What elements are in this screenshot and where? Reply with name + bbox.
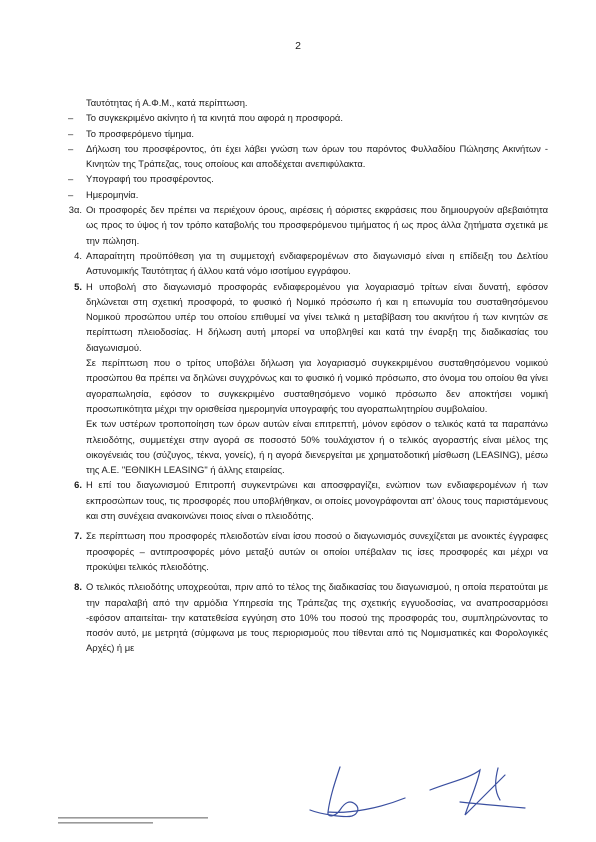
dash-item: – Υπογραφή του προσφέροντος. xyxy=(68,173,214,185)
dash-item: – Ημερομηνία. xyxy=(68,188,139,200)
item-number: 6. xyxy=(74,479,82,491)
item-paragraph: Εκ των υστέρων τροποποίηση των όρων αυτών είναι επιτρεπτή, μόνον εφόσον ο τελικός κατά τα παραπάνω πλειοδότης, συμμετέχει στην αγορά σε ποσοστό 50% τουλάχιστον ή ο τελικός αγοραστής είναι μέλος της οικογένειάς του (σύζυγος, τέκνα, γονείς), ή η αγορά διενεργείται με χρηματοδοτική μίσθωση (LEASING), μέσω της Α.Ε. "ΕΘΝΙΚΗ LEASING" ή άλλης εταιρείας. xyxy=(86,418,548,476)
numbered-item xyxy=(60,202,548,248)
item-paragraph: Σε περίπτωση που ο τρίτος υποβάλει δήλωση για λογαριασμό συγκεκριμένου συσταθησόμενου νομικού προσώπου θα πρέπει να δηλώνει συγχρόνως και το φυσικό ή νομικό πρόσωπο, στο όνομα του οποίου θα γίνει αγοραπωλησία, εφόσον το συγκεκριμένο συσταθησόμενο νομικό πρόσωπο δεν αποκτήσει νομική προσωπικότητα μέχρι την ορισθείσα ημερομηνία υπογραφής του αγοραπωλητηρίου συμβολαίου. xyxy=(86,357,548,414)
item-paragraph: Σε περίπτωση που προσφορές πλειοδοτών είναι ίσου ποσού ο διαγωνισμός συνεχίζεται με ανοικτές έγγραφες προσφορές – αντιπροσφορές μόνο μεταξύ αυτών οι οποίοι υπέβαλαν τις ίσες προσφορές και μέχρι να προκύψει τελικός πλειοδότης. xyxy=(86,530,548,572)
page-number: 2 xyxy=(295,40,301,52)
footer-fine-print xyxy=(58,815,258,829)
dash-list xyxy=(60,110,548,202)
dash-item: – Το προσφερόμενο τίμημα. xyxy=(68,127,195,139)
item-paragraph: Η υποβολή στο διαγωνισμό προσφοράς ενδιαφερομένου για λογαριασμό τρίτων είναι δυνατή, εφόσον δηλώνεται στη σχετική προσφορά, το φυσικό ή Νομικό πρόσωπο ή και η επωνυμία του συσταθησόμενου Νομικού προσώπου υπέρ του οποίου επιθυμεί να γίνει τελικά η μεταβίβαση του ακινήτου ή των κινητών σε περίπτωση πλειοδοσίας. Η δήλωση αυτή μπορεί να υποβληθεί και κατά την έναρξη της διαδικασίας του διαγωνισμού. xyxy=(86,280,548,353)
item-paragraph: Ο τελικός πλειοδότης υποχρεούται, πριν από το τέλος της διαδικασίας του διαγωνισμού, η οποία περατούται με την παραλαβή από την αρμόδια Υπηρεσία της Τράπεζας της σχετικής εγγυοδοσίας, να αναπροσαρμόσει -εφόσον απαιτείται- την κατατεθείσα εγγύηση στο 10% του ποσού της προσφοράς του, συμπληρώνοντας το ποσόν αυτό, με μετρητά (σύμφωνα με τους περιορισμούς που τίθενται από τις Νομισματικές και Φορολογικές Αρχές) ή με xyxy=(86,581,548,654)
numbered-item xyxy=(60,279,548,478)
numbered-list xyxy=(60,202,548,656)
numbered-item xyxy=(60,477,548,523)
dash-item: – Το συγκεκριμένο ακίνητο ή τα κινητά που αφορά η προσφορά. xyxy=(68,112,343,124)
item-number: 3α. xyxy=(68,204,82,216)
dash-item: – Δήλωση του προσφέροντος, ότι έχει λάβει γνώση των όρων του παρόντος Φυλλαδίου Πώλησης Ακινήτων - Κινητών της Τράπεζας, τους οποίους και αποδέχεται ανεπιφύλακτα. xyxy=(68,142,548,170)
document-body xyxy=(60,95,548,656)
signature-left xyxy=(300,762,420,822)
numbered-item xyxy=(60,528,548,574)
item-paragraph: Η επί του διαγωνισμού Επιτροπή συγκεντρώνει και αποσφραγίζει, ενώπιον των ενδιαφερομένων ή των εκπροσώπων τους, τις προσφορές που υποβλήθηκαν, οι οποίες μονογράφονται απ' όλους τους παριστάμενους και στη συνέχεια ανακοινώνει ποιος είναι ο πλειοδότης. xyxy=(86,479,548,522)
numbered-item xyxy=(60,248,548,279)
numbered-item xyxy=(60,579,548,655)
item-paragraph: Απαραίτητη προϋπόθεση για τη συμμετοχή ενδιαφερομένων στο διαγωνισμό είναι η επίδειξη του Δελτίου Αστυνομικής Ταυτότητας ή άλλου κατά νόμο ισοτίμου εγγράφου. xyxy=(86,249,548,277)
item-number: 4. xyxy=(74,249,82,261)
item-number: 5. xyxy=(74,280,82,292)
item-paragraph: Οι προσφορές δεν πρέπει να περιέχουν όρους, αιρέσεις ή αόριστες εκφράσεις που δημιουργούν αβεβαιότητα ως προς το ύψος ή τον τρόπο καταβολής του προσφερόμενου τιμήματος ή ως προς άλλα ζητήματα σχετικά με την πώληση. xyxy=(86,204,548,246)
signature-right xyxy=(410,760,540,822)
item-number: 8. xyxy=(74,581,82,593)
item-number: 7. xyxy=(74,530,82,542)
lead-line: Ταυτότητας ή Α.Φ.Μ., κατά περίπτωση. xyxy=(86,97,248,108)
